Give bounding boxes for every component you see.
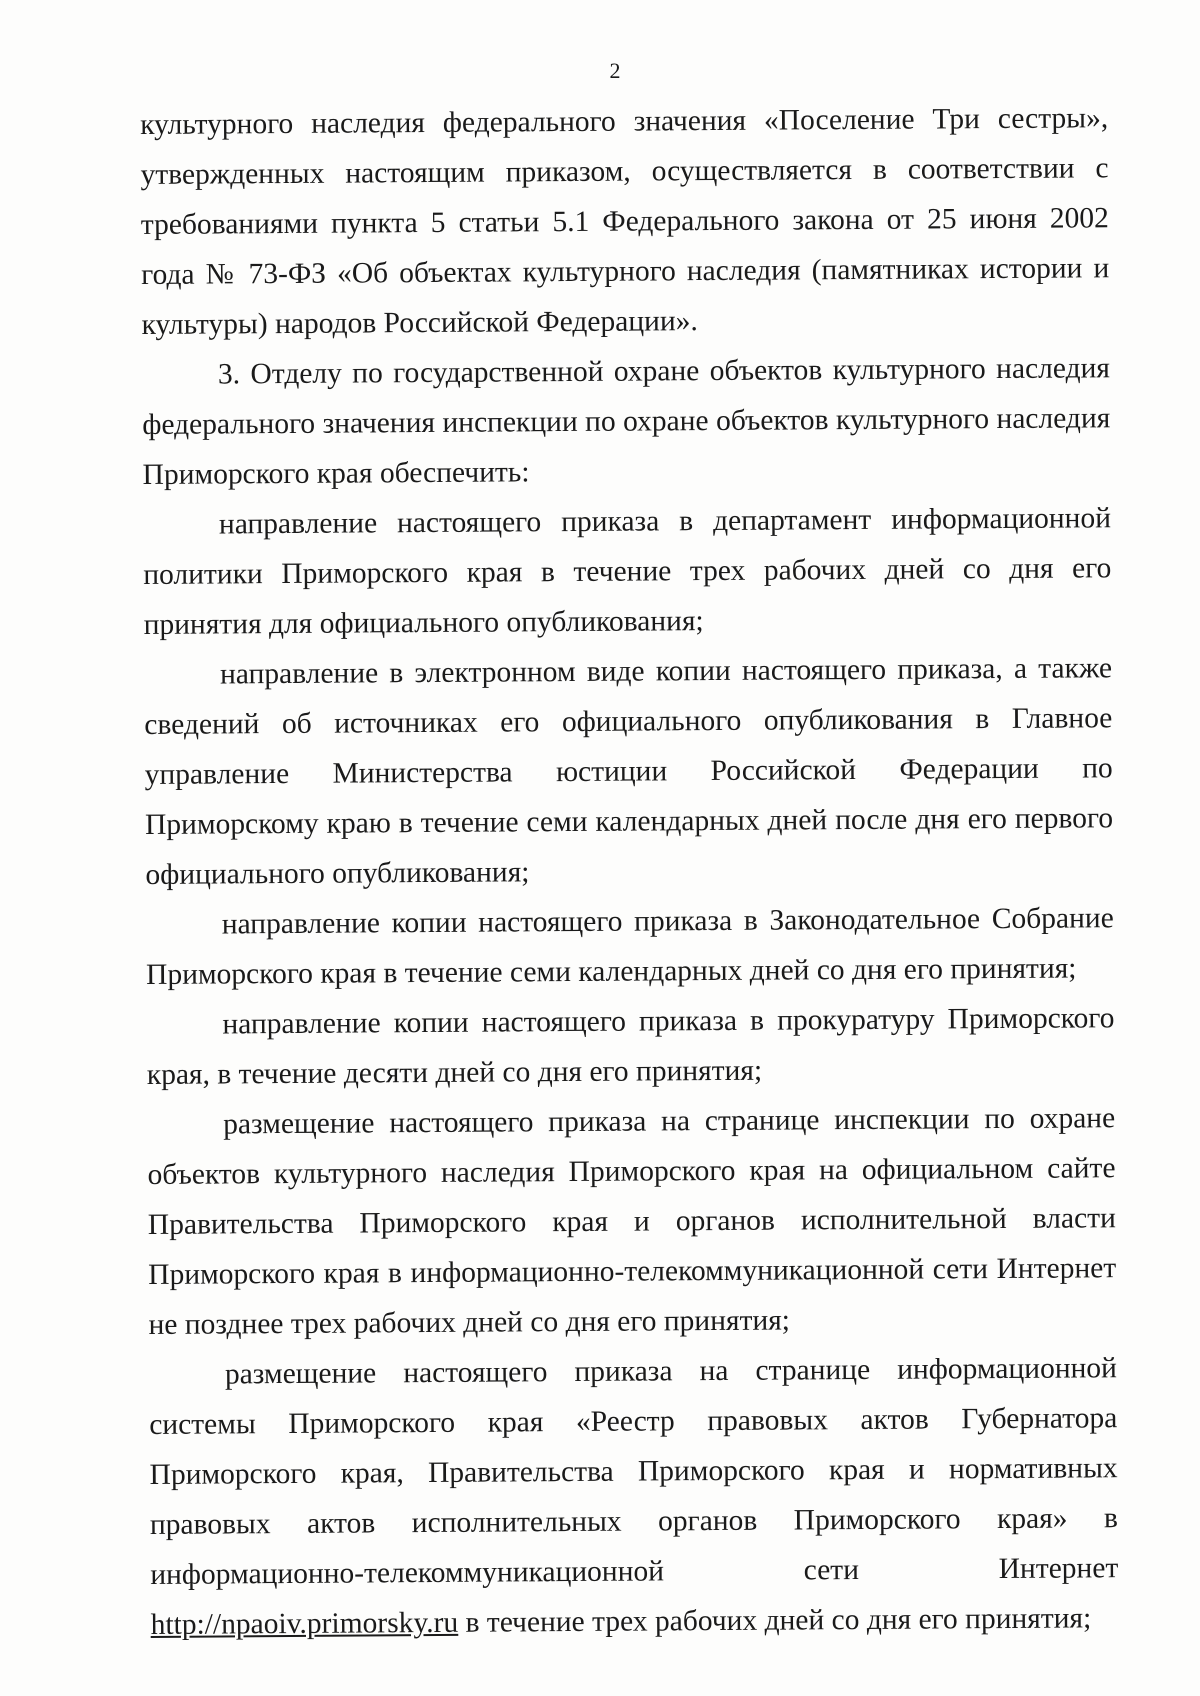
page-number: 2 [609, 58, 621, 83]
paragraph-continuation: культурного наследия федерального значения «Поселение Три сестры», утвержденных настоящим приказом, осуществляется в соответствии с требованиями пункта 5 статьи 5.1 Федерального закона от 25 июня 2002 года № 73-ФЗ «Об объектах культурного наследия (памятниках истории и культуры) народов Российской Федерации». [140, 102, 1110, 341]
registry-link[interactable]: http://npaoiv.primorsky.ru [150, 1606, 459, 1641]
paragraph-official-site: размещение настоящего приказа на странице инспекции по охране объектов культурного наследия Приморского края на официальном сайте Правительства Приморского края и органов исполнительной власти Приморского края в информационно-телекоммуникационной сети Интернет не позднее трех рабочих дней со дня его принятия; [147, 1102, 1117, 1341]
document-body [140, 93, 1119, 1650]
paragraph-legislative-assembly: направление копии настоящего приказа в Законодательное Собрание Приморского края в течение семи календарных дней со дня его принятия; [145, 902, 1114, 991]
paragraph-registry [149, 1343, 1119, 1650]
registry-text-after: в течение трех рабочих дней со дня его принятия; [458, 1602, 1092, 1639]
paragraph-item-3: 3. Отделу по государственной охране объектов культурного наследия федерального значения инспекции по охране объектов культурного наследия Приморского края обеспечить: [142, 352, 1111, 491]
registry-text-before: размещение настоящего приказа на странице информационной системы Приморского края «Реестр правовых актов Губернатора Приморского края, Правительства Приморского края и нормативных правовых актов исполнительных органов Приморского края» в информационно-телекоммуникационной сети Интернет [149, 1352, 1119, 1591]
paragraph-prosecutor: направление копии настоящего приказа в прокуратуру Приморского края, в течение десяти дней со дня его принятия; [146, 1002, 1115, 1091]
paragraph-info-policy: направление настоящего приказа в департамент информационной политики Приморского края в течение трех рабочих дней со дня его принятия для официального опубликования; [143, 502, 1112, 641]
paragraph-ministry-justice: направление в электронном виде копии настоящего приказа, а также сведений об источниках его официального опубликования в Главное управление Министерства юстиции Российской Федерации по Приморскому краю в течение семи календарных дней после дня его первого официального опубликования; [144, 652, 1114, 891]
